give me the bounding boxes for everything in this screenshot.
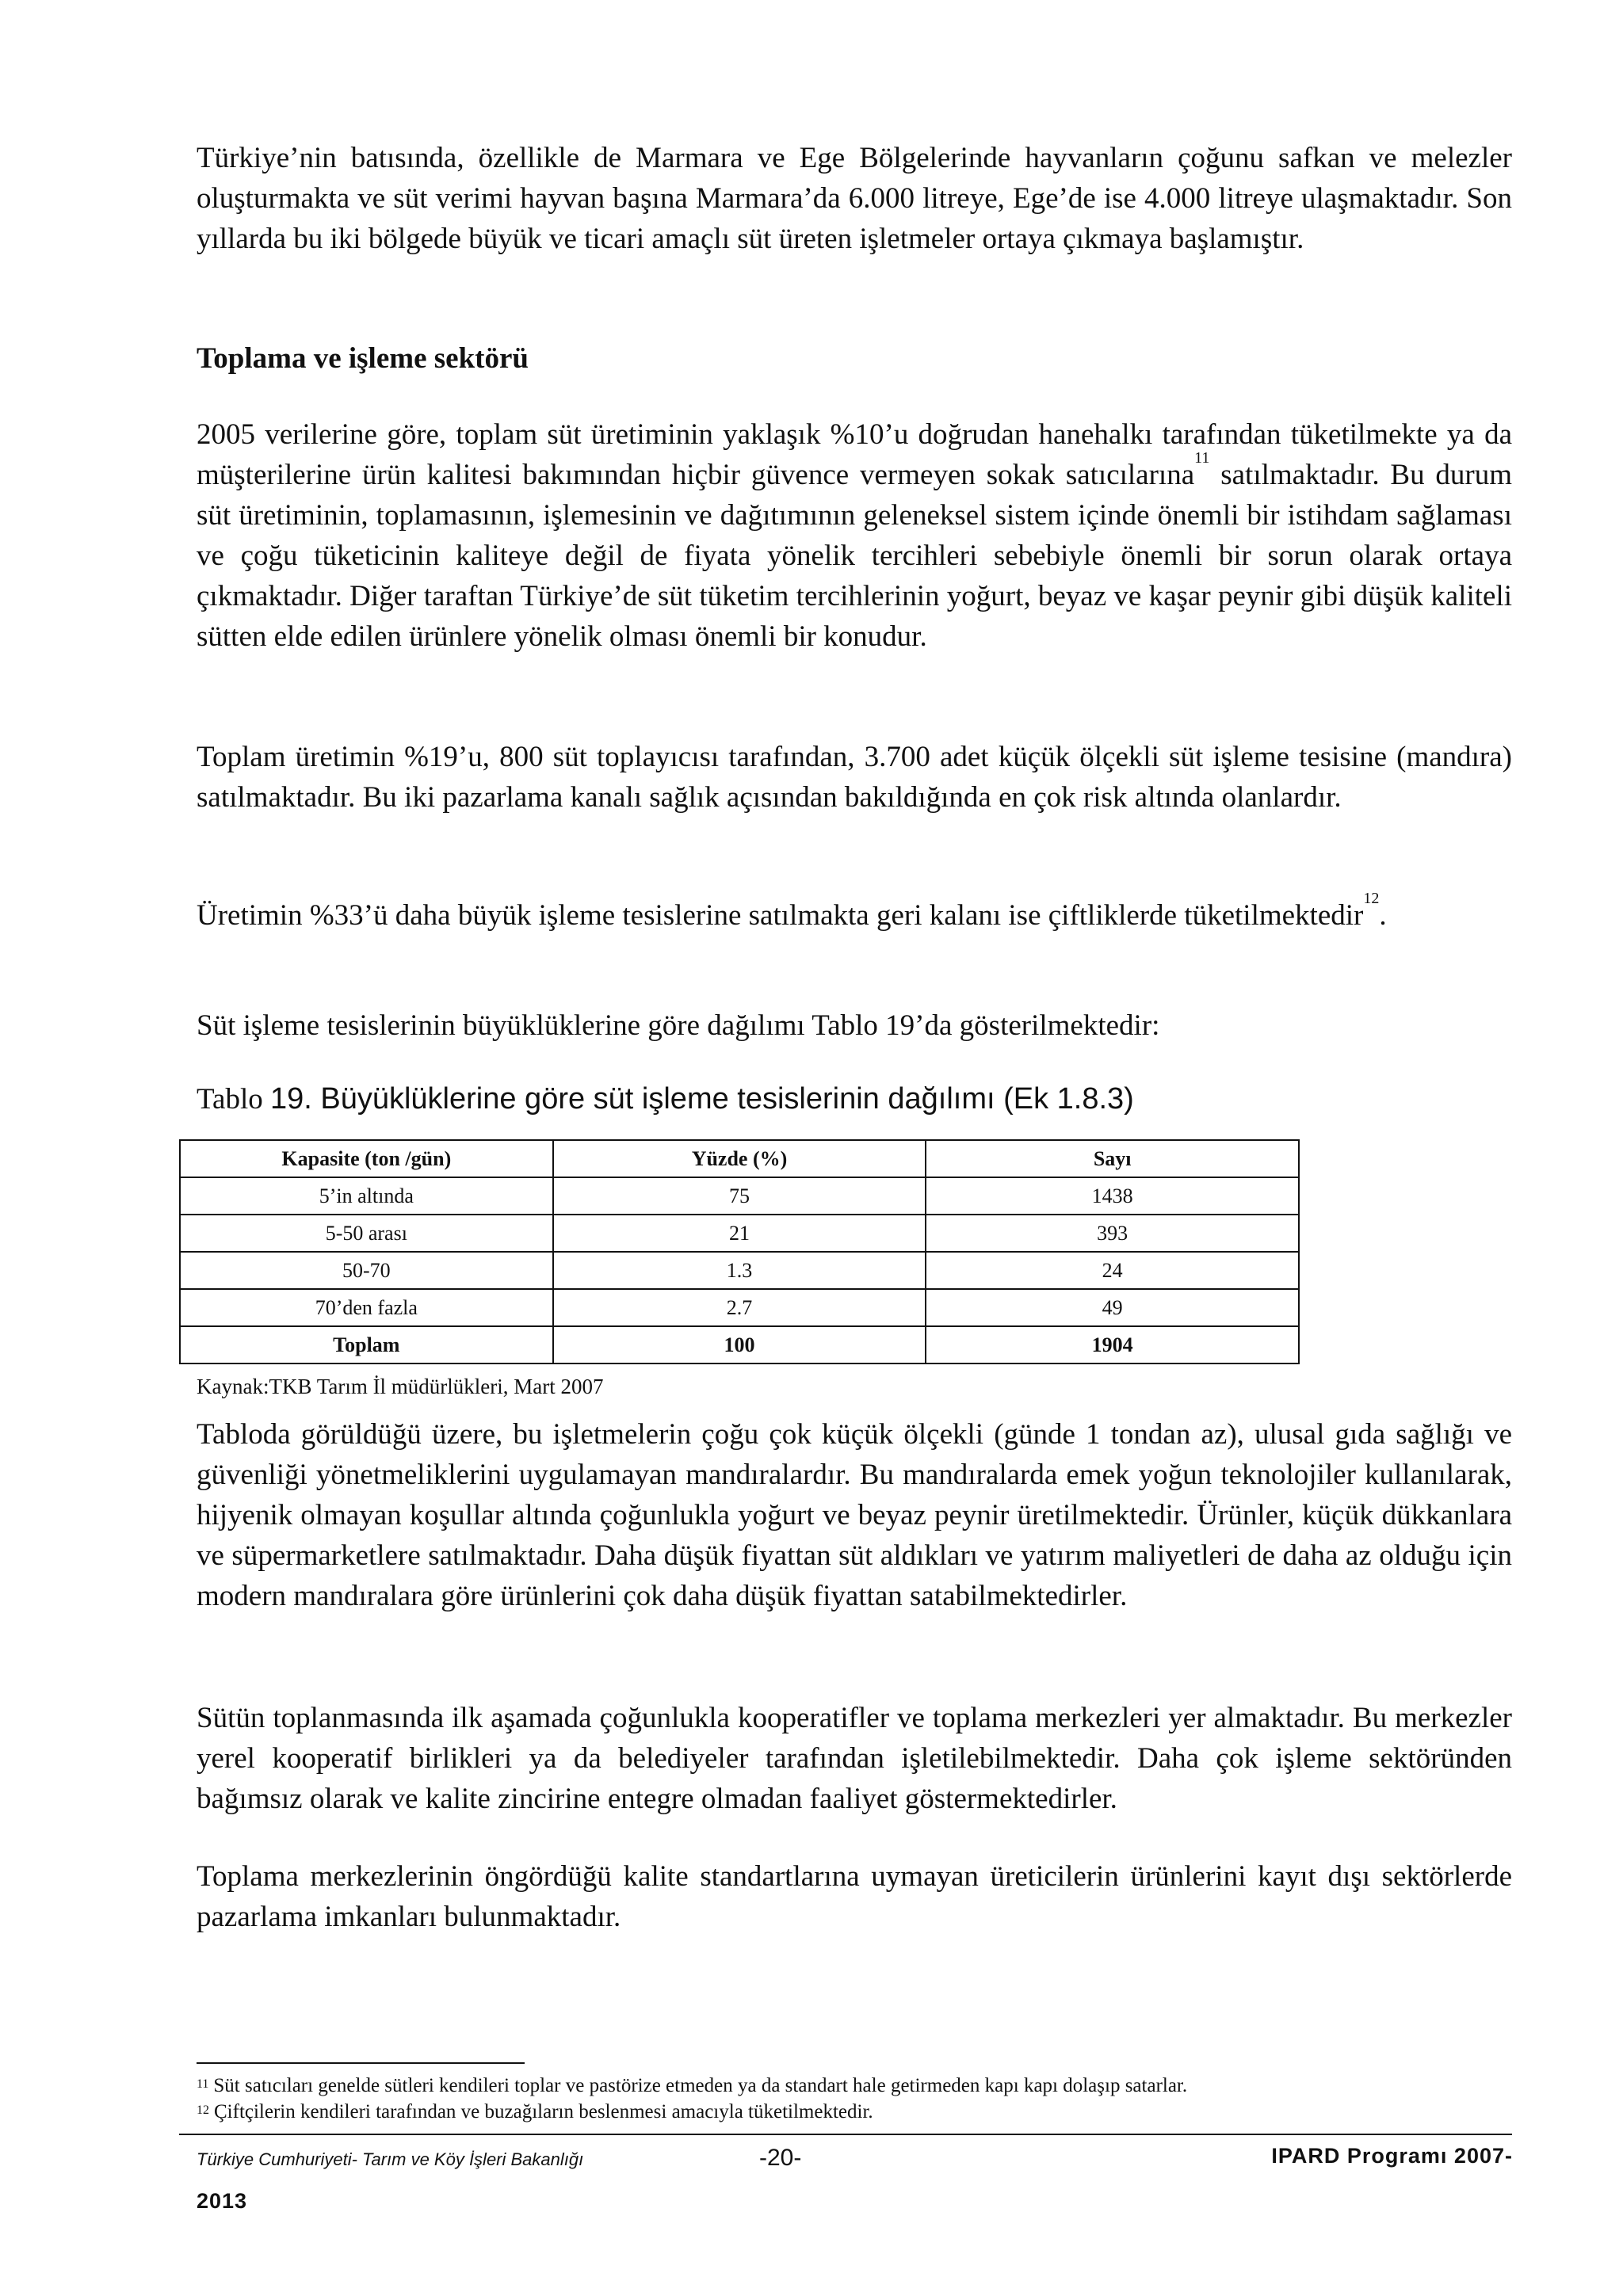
table-row xyxy=(180,1289,1299,1326)
header-capacity: Kapasite (ton /gün) xyxy=(180,1140,553,1177)
paragraph-informal-markets: Toplama merkezlerinin öngördüğü kalite standartlarına uymayan üreticilerin ürünlerini kayıt dışı sektörlerde pazarlama imkanları bulunmaktadır. xyxy=(197,1860,1512,1933)
footnote-divider xyxy=(197,2062,525,2064)
total-percent: 100 xyxy=(553,1326,926,1363)
footer-divider xyxy=(179,2134,1512,2135)
cell-capacity: 5-50 arası xyxy=(180,1215,553,1252)
total-label: Toplam xyxy=(180,1326,553,1363)
cell-count: 49 xyxy=(926,1289,1299,1326)
cell-percent: 1.3 xyxy=(553,1252,926,1289)
footer-year: 2013 xyxy=(197,2189,248,2213)
paragraph-small-dairies: Tabloda görüldüğü üzere, bu işletmelerin çoğu çok küçük ölçekli (günde 1 tondan az), ulusal gıda sağlığı ve güvenliği yönetmeliklerini uygulamayan mandıralardır. Bu mandıralarda emek yoğun teknolojiler kullanılarak, hijyenik olmayan koşullar altında çoğunlukla yoğurt ve beyaz peynir üretilmektedir. Ürünler, küçük dükkanlara ve süpermarketlere satılmaktadır. Daha düşük fiyattan süt aldıkları ve yatırım maliyetleri de daha az olduğu için modern mandıralara göre ürünlerini çok daha düşük fiyattan satabilmektedirler. xyxy=(197,1418,1512,1612)
cell-percent: 2.7 xyxy=(553,1289,926,1326)
total-count: 1904 xyxy=(926,1326,1299,1363)
footnote-12: $^{12}$ Çiftçilerin kendileri tarafından ve buzağıların beslenmesi amacıyla tüketilmektedir. xyxy=(197,2101,873,2122)
paragraph-collectors: Toplam üretimin %19’u, 800 süt toplayıcısı tarafından, 3.700 adet küçük ölçekli süt işleme tesisine (mandıra) satılmaktadır. Bu iki pazarlama kanalı sağlık açısından bakıldığında en çok risk altında olanlardır. xyxy=(197,741,1512,814)
table-row xyxy=(180,1252,1299,1289)
footnote-11: $^{11}$ Süt satıcıları genelde sütleri kendileri toplar ve pastörize etmeden ya da standart hale getirmeden kapı kapı dolaşıp satarlar. xyxy=(197,2075,1188,2096)
cell-capacity: 70’den fazla xyxy=(180,1289,553,1326)
paragraph-table-intro: Süt işleme tesislerinin büyüklüklerine göre dağılımı Tablo 19’da gösterilmektedir: xyxy=(197,1009,1160,1042)
table-row xyxy=(180,1215,1299,1252)
table-row xyxy=(180,1177,1299,1215)
cell-capacity: 50-70 xyxy=(180,1252,553,1289)
footer-ministry: Türkiye Cumhuriyeti- Tarım ve Köy İşleri Bakanlığı xyxy=(197,2149,584,2169)
paragraph-consumption-2005: 2005 verilerine göre, toplam süt üretiminin yaklaşık %10’u doğrudan hanehalkı tarafından tüketilmekte ya da müşterilerine ürün kalitesi bakımından hiçbir güvence vermeyen sokak satıcılarına$^{11}$ satılmaktadır. Bu durum süt üretiminin, toplamasının, işlemesinin ve dağıtımının geleneksel sistem içinde önemli bir istihdam sağlaması ve çoğu tüketicinin kaliteye değil de fiyata yönelik tercihleri sebebiyle önemli bir sorun olarak ortaya çıkmaktadır. Diğer taraftan Türkiye’de süt tüketim tercihlerinin yoğurt, beyaz ve kaşar peynir gibi düşük kaliteli sütten elde edilen ürünlere yönelik olması önemli bir konudur. xyxy=(197,418,1512,653)
cell-percent: 21 xyxy=(553,1215,926,1252)
table-caption: Tablo 19. Büyüklüklerine göre süt işleme tesislerinin dağılımı (Ek 1.8.3) xyxy=(197,1082,1134,1116)
cell-count: 1438 xyxy=(926,1177,1299,1215)
paragraph-large-facilities: Üretimin %33’ü daha büyük işleme tesislerine satılmakta geri kalanı ise çiftliklerde tüketilmektedir$^{12}$. xyxy=(197,890,1387,932)
cell-count: 24 xyxy=(926,1252,1299,1289)
page-number: -20- xyxy=(759,2145,802,2171)
header-count: Sayı xyxy=(926,1140,1299,1177)
header-percent: Yüzde (%) xyxy=(553,1140,926,1177)
footnote-ref-11: 11 xyxy=(1194,449,1210,467)
cell-count: 393 xyxy=(926,1215,1299,1252)
capacity-table xyxy=(179,1139,1300,1364)
cell-percent: 75 xyxy=(553,1177,926,1215)
footnote-ref-12: 12 xyxy=(1363,890,1380,907)
section-heading: Toplama ve işleme sektörü xyxy=(197,342,529,375)
paragraph-collection-centers: Sütün toplanmasında ilk aşamada çoğunlukla kooperatifler ve toplama merkezleri yer almaktadır. Bu merkezler yerel kooperatif birlikleri ya da belediyeler tarafından işletilebilmektedir. Daha çok işleme sektöründen bağımsız olarak ve kalite zincirine entegre olmadan faaliyet göstermektedirler. xyxy=(197,1702,1512,1815)
cell-capacity: 5’in altında xyxy=(180,1177,553,1215)
table-header-row xyxy=(180,1140,1299,1177)
paragraph-regional-breeds: Türkiye’nin batısında, özellikle de Marmara ve Ege Bölgelerinde hayvanların çoğunu safkan ve melezler oluşturmakta ve süt verimi hayvan başına Marmara’da 6.000 litreye, Ege’de ise 4.000 litreye ulaşmaktadır. Son yıllarda bu iki bölgede büyük ve ticari amaçlı süt üreten işletmeler ortaya çıkmaya başlamıştır. xyxy=(197,142,1512,255)
table-source: Kaynak:TKB Tarım İl müdürlükleri, Mart 2007 xyxy=(197,1375,604,1398)
footer-program: IPARD Programı 2007- xyxy=(1271,2144,1513,2168)
table-total-row xyxy=(180,1326,1299,1363)
